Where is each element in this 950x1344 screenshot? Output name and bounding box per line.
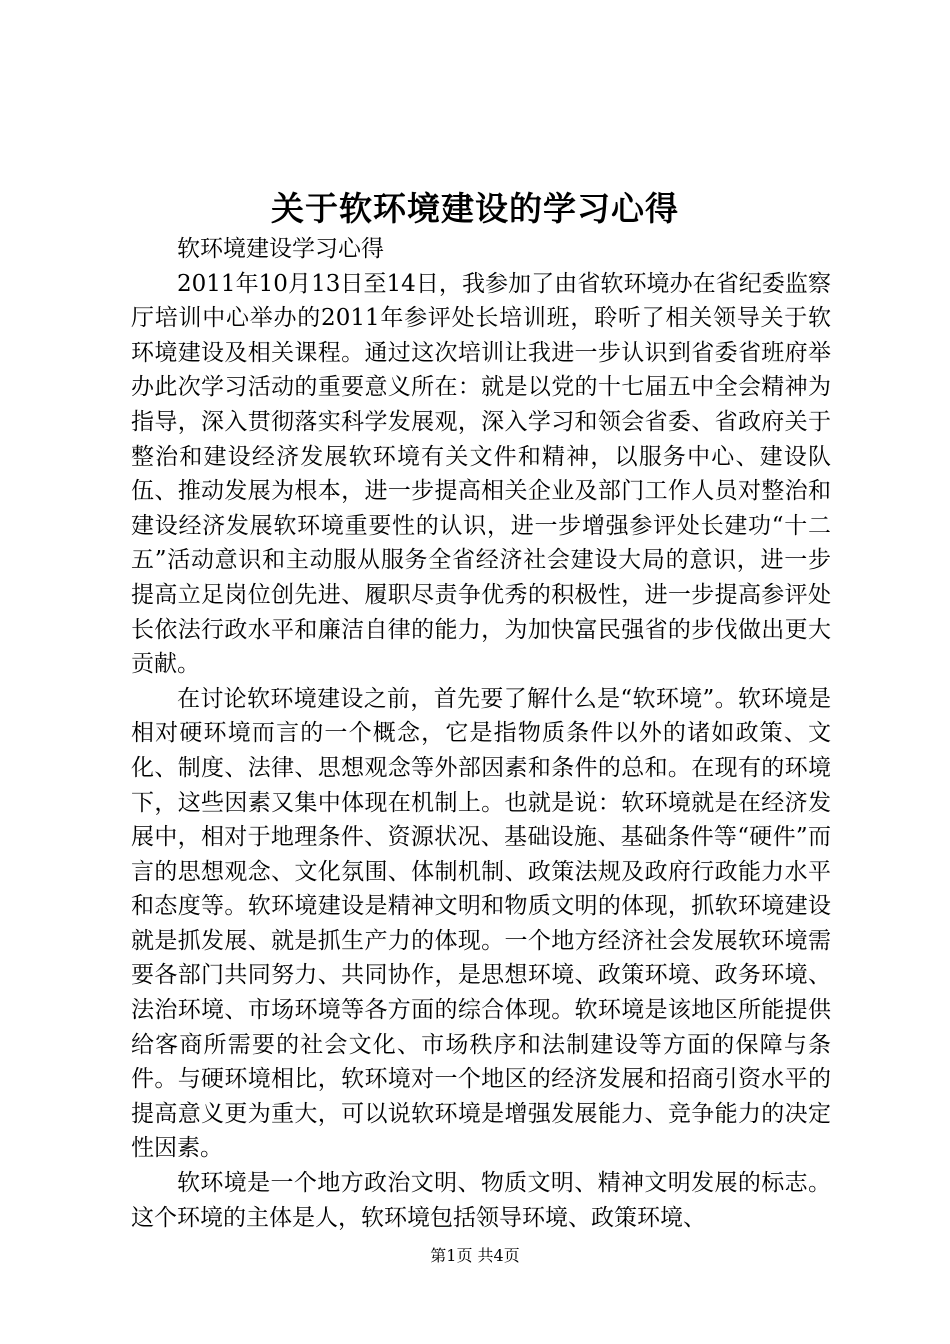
paragraph-significance: 软环境是一个地方政治文明、物质文明、精神文明发展的标志。这个环境的主体是人，软环境包括领导环境、政策环境、 [131, 1170, 831, 1231]
document-body [131, 232, 831, 1235]
paragraph-definition: 在讨论软环境建设之前，首先要了解什么是“软环境”。软环境是相对硬环境而言的一个概念，它是指物质条件以外的诸如政策、文化、制度、法律、思想观念等外部因素和条件的总和。在现有的环境下，这些因素又集中体现在机制上。也就是说：软环境就是在经济发展中，相对于地理条件、资源状况、基础设施、基础条件等“硬件”而言的思想观念、文化氛围、体制机制、政策法规及政府行政能力水平和态度等。软环境建设是精神文明和物质文明的体现，抓软环境建设就是抓发展、就是抓生产力的体现。一个地方经济社会发展软环境需要各部门共同努力、共同协作，是思想环境、政策环境、政务环境、法治环境、市场环境等各方面的综合体现。软环境是该地区所能提供给客商所需要的社会文化、市场秩序和法制建设等方面的保障与条件。与硬环境相比，软环境对一个地区的经济发展和招商引资水平的提高意义更为重大，可以说软环境是增强发展能力、竞争能力的决定性因素。 [131, 685, 831, 1162]
paragraph-subtitle: 软环境建设学习心得 [177, 236, 384, 262]
document-title: 关于软环境建设的学习心得 [271, 189, 679, 228]
paragraph-training: 2011年10月13日至14日，我参加了由省软环境办在省纪委监察厅培训中心举办的2011年参评处长培训班，聆听了相关领导关于软环境建设及相关课程。通过这次培训让我进一步认识到省委省班府举办此次学习活动的重要意义所在：就是以党的十七届五中全会精神为指导，深入贯彻落实科学发展观，深入学习和领会省委、省政府关于整治和建设经济发展软环境有关文件和精神，以服务中心、建设队伍、推动发展为根本，进一步提高相关企业及部门工作人员对整治和建设经济发展软环境重要性的认识，进一步增强参评处长建功“十二五”活动意识和主动服从服务全省经济社会建设大局的意识，进一步提高立足岗位创先进、履职尽责争优秀的积极性，进一步提高参评处长依法行政水平和廉洁自律的能力，为加快富民强省的步伐做出更大贡献。 [131, 270, 831, 678]
page-footer: 第1页 共4页 [430, 1246, 520, 1265]
